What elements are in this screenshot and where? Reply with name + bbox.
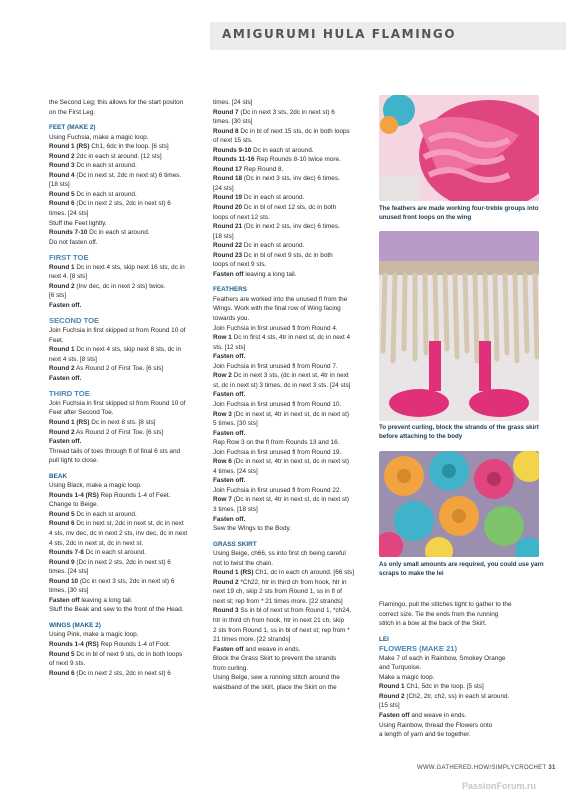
instruction-line: Round 18 (Dc in next 3 sts, inv dec) 6 times. — [213, 175, 340, 183]
round-label: Fasten off — [213, 270, 244, 278]
section-heading: BEAK — [49, 472, 68, 480]
instruction-line — [49, 437, 197, 447]
subsection-heading: THIRD TOE — [49, 389, 90, 399]
round-label: Round 18 — [213, 175, 243, 183]
lei-flowers-photo — [379, 451, 539, 557]
instruction-line: times. [30 sts] — [49, 587, 89, 595]
instruction-line: Join Fuchsia in first unused fl from Round 4. — [213, 324, 338, 332]
instruction-line: Round 2 As Round 2 of First Toe. [6 sts] — [49, 365, 164, 373]
instruction-line: Round 1 (RS) Dc in next 8 sts. [8 sts] — [49, 418, 156, 426]
instruction-line: 4 times. [24 sts] — [213, 467, 258, 475]
instruction-line: loops of next 12 sts. — [213, 213, 270, 221]
round-label: Rounds 1-4 (RS) — [49, 491, 99, 499]
round-label: Rounds 1-4 (RS) — [49, 640, 99, 648]
caption-feathers: The feathers are made working four-treble groups into unused front loops on the wing — [379, 205, 539, 221]
instruction-line: Stuff the Beak and sew to the front of the Head. — [49, 606, 184, 614]
round-label: Round 19 — [213, 194, 243, 202]
instruction-line: next 4 sts. [8 sts] — [49, 355, 97, 363]
round-label: Round 7 — [213, 108, 239, 116]
round-label: Row 7 — [213, 496, 232, 504]
instruction-line: Make 7 of each in Rainbow, Smokey Orange — [379, 654, 506, 662]
instruction-line: Round 5 Dc in bl of next 9 sts, dc in both loops — [49, 650, 183, 658]
instruction-line: Thread tails of toes through fl of final 6 sts and — [49, 447, 181, 455]
instruction-line: Round 3 Ss in bl of next st from Round 1, *ch24, — [213, 607, 352, 615]
round-label: Round 2 — [49, 365, 75, 373]
round-label: Fasten off. — [213, 429, 246, 437]
round-label: Round 1 (RS) — [213, 569, 254, 577]
instruction-line: Feathers are worked into the unused fl from the — [213, 295, 348, 303]
round-label: Round 2 — [379, 692, 405, 700]
subsection-heading: FIRST TOE — [49, 253, 89, 263]
round-label: Fasten off. — [49, 301, 82, 309]
instruction-line: Round 2 *Ch22, htr in third ch from hook, htr in — [213, 578, 347, 586]
instruction-line: Join Fuchsia in first unused fl from Round 10. — [213, 400, 342, 408]
round-label: Round 20 — [213, 204, 243, 212]
round-label: Round 2 — [49, 428, 75, 436]
round-label: Round 1 (RS) — [49, 418, 90, 426]
instruction-line — [49, 374, 197, 384]
instruction-line: pull tight to close. — [49, 457, 99, 465]
instruction-line: Change to Beige. — [49, 501, 99, 509]
round-label: Row 6 — [213, 458, 232, 466]
round-label: Round 2 — [213, 578, 239, 586]
round-label: Rounds 7-8 — [49, 549, 84, 557]
round-label: Round 6 — [49, 200, 75, 208]
instruction-line: times. [30 sts] — [213, 118, 253, 126]
instruction-line: Round 1 (RS) Ch1, 6dc in the loop. [6 sts] — [49, 143, 169, 151]
instruction-line: Round 21 (Dc in next 2 sts, inv dec) 6 times. — [213, 223, 340, 231]
round-label: Fasten off. — [213, 353, 246, 361]
instruction-line: from curling. — [213, 664, 249, 672]
round-label: Round 9 — [49, 558, 75, 566]
instruction-line: Round 10 (Dc in next 3 sts, 2dc in next st) 6 — [49, 577, 175, 585]
instruction-line: Rounds 11-16 Rep Rounds 8-10 twice more. — [213, 156, 341, 164]
caption-lei: As only small amounts are required, you could use yarn scraps to make the lei — [379, 561, 544, 577]
instruction-line: times. [24 sts] — [213, 99, 253, 106]
instruction-line: times. [24 sts] — [49, 210, 89, 218]
instruction-line: Round 6 (Dc in next 2 sts, 2dc in next st) 6 — [49, 200, 171, 208]
instruction-line: st, dc in next st) 3 times, dc in next 3 sts. [24 sts] — [213, 381, 351, 389]
instruction-line: Round 1 Dc in next 4 sts, skip next 8 sts, dc in — [49, 346, 182, 354]
section-heading: GRASS SKIRT — [213, 540, 257, 548]
instruction-line: Sew the Wings to the Body. — [213, 525, 292, 533]
round-label: Round 21 — [213, 223, 243, 231]
round-label: Round 10 — [49, 577, 79, 585]
instruction-line: Round 5 Dc in each st around. — [49, 190, 137, 198]
round-label: Fasten off. — [213, 515, 246, 523]
round-label: Fasten off — [379, 712, 410, 720]
instruction-line — [213, 390, 365, 400]
round-label: Row 1 — [213, 334, 232, 342]
section-heading: FEATHERS — [213, 286, 247, 294]
subsection-heading: FLOWERS (MAKE 21) — [379, 644, 458, 654]
instruction-line: Feet. — [49, 336, 64, 344]
instruction-line: Rounds 7-10 Dc in each st around. — [49, 229, 150, 237]
instruction-line: Rounds 9-10 Dc in each st around. — [213, 146, 314, 154]
instruction-line: Round 7 (Dc in next 3 sts, 2dc in next st) 6 — [213, 108, 335, 116]
instruction-line: of next 9 sts. — [49, 660, 86, 668]
instruction-line: Make a magic loop. — [379, 673, 435, 681]
instruction-line: Row 2 Dc in next 3 sts, (dc in next st, 4tr in next — [213, 372, 349, 380]
instruction-line: a length of yarn and tie together. — [379, 731, 471, 739]
instruction-line: Fasten off leaving a long tail. — [49, 596, 133, 604]
instruction-line: Round 9 (Dc in next 2 sts, 2dc in next st) 6 — [49, 558, 171, 566]
round-label: Round 5 — [49, 510, 75, 518]
instruction-line — [49, 301, 197, 311]
instruction-line: Round 5 Dc in each st around. — [49, 510, 137, 518]
instruction-line: Join Fuchsia in first skipped st from Round 10 of — [49, 399, 186, 407]
round-label: Fasten off. — [49, 374, 82, 382]
instruction-line: Round 6 Dc in next st, 2dc in next st, dc in next — [49, 520, 184, 528]
instruction-line: Fasten off leaving a long tail. — [213, 270, 297, 278]
round-label: Round 22 — [213, 242, 243, 250]
instruction-line: Fasten off and weave in ends. — [213, 645, 301, 653]
instruction-line: Round 23 Dc in bl of next 9 sts, dc in both — [213, 251, 333, 259]
instruction-line — [213, 515, 365, 525]
instruction-line: the Second Leg; this allows for the start positon — [49, 99, 184, 106]
instruction-line: Row 1 Dc in first 4 sts, 4tr in next st, dc in next 4 — [213, 334, 351, 342]
instruction-line: Join Fuchsia in first skipped st from Round 10 of — [49, 327, 186, 335]
instruction-line — [213, 352, 365, 362]
instruction-line: not to twist the chain. — [213, 559, 274, 567]
round-label: Round 1 (RS) — [49, 143, 90, 151]
instruction-line: Round 17 Rep Round 8. — [213, 165, 284, 173]
round-label: Fasten off — [49, 596, 80, 604]
instruction-line: Fasten off and weave in ends. — [379, 712, 467, 720]
page-number: 31 — [548, 765, 556, 771]
round-label: Round 5 — [49, 650, 75, 658]
instruction-line: on the First Leg. — [49, 108, 96, 116]
round-label: Round 1 — [49, 263, 75, 271]
instruction-line: Flamingo, pull the stitches tight to gather to the — [379, 601, 512, 608]
instruction-line: of next 15 sts. — [213, 137, 253, 145]
instruction-line: 2 sts from Round 1, ss in bl of next st; rep from * — [213, 626, 350, 634]
round-label: Fasten off — [213, 645, 244, 653]
column-1 — [49, 98, 197, 678]
instruction-line: [18 sts] — [49, 181, 70, 189]
round-label: Round 3 — [213, 607, 239, 615]
instruction-line: Rep Row 3 on the fl from Rounds 13 and 16. — [213, 439, 340, 447]
round-label: Row 3 — [213, 410, 232, 418]
round-label: Row 2 — [213, 372, 232, 380]
instruction-line: Round 3 Dc in each st around. — [49, 162, 137, 170]
column-3 — [379, 600, 539, 740]
instruction-line: 3 times. [18 sts] — [213, 505, 258, 513]
instruction-line: Rounds 1-4 (RS) Rep Rounds 1-4 of Foot. — [49, 640, 171, 648]
instruction-line: times. [24 sts] — [49, 568, 89, 576]
round-label: Round 2 — [49, 282, 75, 290]
instruction-line: Rounds 1-4 (RS) Rep Rounds 1-4 of Feet. — [49, 491, 171, 499]
instruction-line: Round 8 Dc in bl of next 15 sts, dc in both loops — [213, 127, 350, 135]
instruction-line: Round 2 (Inv dec, dc in next 2 sts) twice. — [49, 282, 166, 290]
instruction-line — [213, 476, 365, 486]
instruction-line: Round 2 (Ch2, 2tr, ch2, ss) in each st around. — [379, 692, 510, 700]
footer-url[interactable]: WWW.GATHERED.HOW/SIMPLYCROCHET — [417, 765, 547, 771]
caption-grass-skirt: To prevent curling, block the strands of the grass skirt before attaching to the body — [379, 424, 539, 440]
column-2 — [213, 98, 365, 692]
instruction-line: Row 6 (Dc in next st, 4tr in next st, dc in next st) — [213, 458, 350, 466]
instruction-line — [213, 429, 365, 439]
instruction-line: correct size. Tie the ends from the running — [379, 610, 499, 618]
round-label: Round 4 — [49, 171, 75, 179]
instruction-line: Using Fuchsia, make a magic loop. — [49, 133, 149, 141]
instruction-line: Row 3 (Dc in next st, 4tr in next st, dc in next st) — [213, 410, 350, 418]
instruction-line: next 4. [8 sts] — [49, 273, 88, 281]
instruction-line: Block the Grass Skirt to prevent the strands — [213, 655, 337, 663]
instruction-line: next 19 ch, skip 2 sts from Round 1, ss in fl of — [213, 588, 342, 596]
instruction-line: Join Fuchsia in first unused fl from Round 7. — [213, 362, 338, 370]
round-label: Fasten off. — [49, 438, 82, 446]
instruction-line: Round 20 Dc in bl of next 12 sts, dc in both — [213, 204, 337, 212]
instruction-line: 4 sts, 2dc in next st, dc in next st. — [49, 539, 144, 547]
instruction-line: [24 sts] — [213, 184, 234, 192]
instruction-line: [15 sts] — [379, 702, 400, 710]
feathers-photo — [379, 95, 539, 201]
round-label: Round 5 — [49, 190, 75, 198]
instruction-line: sts. [12 sts] — [213, 343, 246, 351]
round-label: Round 6 — [49, 669, 75, 677]
round-label: Round 23 — [213, 251, 243, 259]
instruction-line: Using Beige, sew a running stitch around the — [213, 674, 340, 682]
instruction-line: Join Fuchsia in first unused fl from Round 19. — [213, 448, 342, 456]
section-heading: FEET (MAKE 2) — [49, 124, 96, 132]
instruction-line: next st; rep from * 21 times more. [22 strands] — [213, 597, 343, 605]
instruction-line: waistband of the skirt, place the Skirt on the — [213, 683, 337, 691]
instruction-line: 21 times more. [22 strands] — [213, 636, 291, 644]
instruction-line: 4 sts, inv dec, dc in next 2 sts, inv dec, dc in next — [49, 529, 188, 537]
instruction-line: Using Pink, make a magic loop. — [49, 631, 139, 639]
instruction-line: Wings. Work with the final row of Wing facing — [213, 305, 341, 313]
instruction-line: htr in third ch from hook, htr in next 21 ch, skip — [213, 616, 345, 624]
instruction-line: 5 times. [30 sts] — [213, 420, 258, 428]
instruction-line: loops of next 9 sts. — [213, 261, 267, 269]
instruction-line: and Turquoise. — [379, 664, 422, 672]
round-label: Round 1 — [379, 683, 405, 691]
section-heading: LEI — [379, 635, 389, 643]
round-label: Round 3 — [49, 162, 75, 170]
instruction-line: Stuff the Feet lightly. — [49, 219, 107, 227]
round-label: Round 1 — [49, 346, 75, 354]
round-label: Round 8 — [213, 127, 239, 135]
instruction-line: Row 7 (Dc in next st, 4tr in next st, dc in next st) — [213, 496, 350, 504]
round-label: Round 2 — [49, 152, 75, 160]
instruction-line: Using Rainbow, thread the Flowers onto — [379, 721, 493, 729]
instruction-line: Round 19 Dc in each st around. — [213, 194, 305, 202]
instruction-line: Round 1 (RS) Ch1, dc in each ch around. [66 sts] — [213, 569, 355, 577]
instruction-line: Round 2 As Round 2 of First Toe. [6 sts] — [49, 428, 164, 436]
instruction-line: Do not fasten off. — [49, 238, 98, 246]
instruction-line: Feet after Second Toe. — [49, 409, 114, 417]
round-label: Rounds 7-10 — [49, 229, 88, 237]
instruction-line: Round 1 Dc in next 4 sts, skip next 16 sts, dc in — [49, 263, 185, 271]
round-label: Rounds 9-10 — [213, 146, 252, 154]
instruction-line: Using Black, make a magic loop. — [49, 482, 142, 490]
instruction-line: Round 1 Ch1, 5dc in the loop. [5 sts] — [379, 683, 484, 691]
round-label: Fasten off. — [213, 391, 246, 399]
instruction-line: towards you. — [213, 315, 250, 323]
round-label: Rounds 11-16 — [213, 156, 255, 164]
instruction-line: Round 2 2dc in each st around. [12 sts] — [49, 152, 162, 160]
round-label: Round 6 — [49, 520, 75, 528]
round-label: Round 17 — [213, 165, 243, 173]
grass-skirt-photo — [379, 231, 539, 421]
section-heading: WINGS (MAKE 2) — [49, 621, 101, 629]
instruction-line: Using Beige, ch66, ss into first ch being careful — [213, 550, 346, 558]
round-label: Fasten off. — [213, 477, 246, 485]
instruction-line: Round 22 Dc in each st around. — [213, 242, 305, 250]
footer — [417, 765, 556, 771]
subsection-heading: SECOND TOE — [49, 316, 100, 326]
instruction-line: stitch in a bow at the back of the Skirt. — [379, 620, 487, 628]
instruction-line: Join Fuchsia in first unused fl from Round 22. — [213, 486, 342, 494]
instruction-line: Rounds 7-8 Dc in each st around. — [49, 549, 146, 557]
instruction-line: Round 4 (Dc in next st, 2dc in next st) 6 times. — [49, 171, 182, 179]
page-header-title: AMIGURUMI HULA FLAMINGO — [222, 27, 457, 41]
instruction-line: Round 6 (Dc in next 2 sts, 2dc in next st) 6 — [49, 669, 171, 677]
watermark: PassionForum.ru — [462, 781, 537, 791]
instruction-line: [18 sts] — [213, 232, 234, 240]
instruction-line: [6 sts] — [49, 292, 67, 300]
